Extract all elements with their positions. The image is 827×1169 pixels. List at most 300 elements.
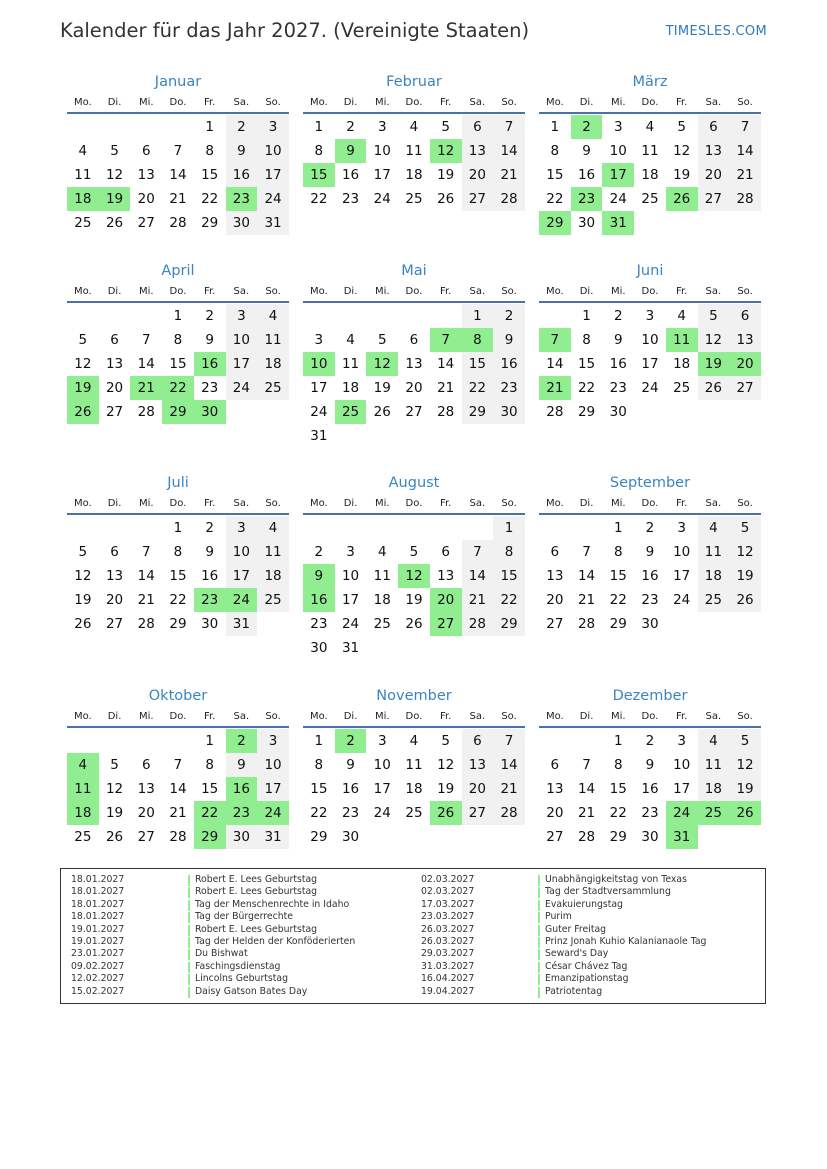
holiday-marker <box>538 949 540 960</box>
day-cell: 8 <box>613 757 623 773</box>
day-cell: 13 <box>462 753 494 777</box>
weekday-label: Fr. <box>439 286 452 297</box>
day-cell: 23 <box>641 592 659 608</box>
empty-day-cell <box>366 304 398 328</box>
holiday-date: 31.03.2027 <box>421 960 475 972</box>
weekday-label: Mo. <box>309 97 328 108</box>
day-cell: 5 <box>377 332 387 348</box>
day-grid <box>539 729 761 849</box>
holiday-day-cell: 31 <box>666 825 698 849</box>
day-cell: 2 <box>493 304 525 328</box>
day-cell: 3 <box>226 516 258 540</box>
day-cell: 20 <box>546 592 564 608</box>
day-cell: 5 <box>729 729 761 753</box>
day-cell: 30 <box>226 211 258 235</box>
empty-day-cell <box>130 304 162 328</box>
month-2 <box>303 72 525 211</box>
weekday-label: Fr. <box>675 498 688 509</box>
weekday-label: Do. <box>641 498 659 509</box>
day-cell: 10 <box>226 328 258 352</box>
weekday-label: Fr. <box>439 498 452 509</box>
day-cell: 11 <box>74 167 92 183</box>
holiday-day-cell: 16 <box>303 588 335 612</box>
day-cell: 9 <box>346 757 355 773</box>
day-cell: 15 <box>462 352 494 376</box>
day-cell: 17 <box>257 163 289 187</box>
weekday-label: Di. <box>343 286 358 297</box>
day-cell: 15 <box>169 356 187 372</box>
holiday-name: Unabhängigkeitstag von Texas <box>545 874 687 885</box>
day-cell: 8 <box>550 143 560 159</box>
holiday-day-cell: 2 <box>226 729 258 753</box>
day-cell: 22 <box>201 191 219 207</box>
weekday-label: Mi. <box>374 498 390 509</box>
day-cell: 30 <box>641 616 659 632</box>
month-name: August <box>388 475 440 491</box>
holiday-entry <box>71 961 411 974</box>
day-cell: 6 <box>110 332 119 348</box>
empty-day-cell <box>539 304 571 328</box>
day-cell: 25 <box>405 805 423 821</box>
holiday-day-cell: 18 <box>67 187 99 211</box>
day-cell: 6 <box>462 729 494 753</box>
holiday-entry <box>421 924 761 937</box>
holiday-date: 18.01.2027 <box>71 874 125 885</box>
day-cell: 10 <box>673 544 691 560</box>
day-cell: 27 <box>137 215 155 231</box>
month-name: September <box>609 475 691 491</box>
weekday-header <box>67 495 289 515</box>
day-cell: 26 <box>729 588 761 612</box>
day-cell: 21 <box>577 592 596 608</box>
day-cell: 27 <box>462 187 494 211</box>
day-cell: 6 <box>441 544 450 560</box>
weekday-label: Mi. <box>138 286 154 297</box>
day-cell: 26 <box>373 404 391 420</box>
holiday-date: 23.03.2027 <box>421 911 475 923</box>
holiday-day-cell: 29 <box>162 400 194 424</box>
day-cell: 4 <box>645 119 655 135</box>
day-cell: 15 <box>609 568 627 584</box>
day-cell: 29 <box>201 215 219 231</box>
day-cell: 19 <box>673 167 691 183</box>
day-cell: 10 <box>226 540 258 564</box>
day-cell: 1 <box>205 119 214 135</box>
day-cell: 5 <box>441 119 450 135</box>
month-name: Mai <box>401 263 427 279</box>
day-cell: 21 <box>729 163 761 187</box>
day-cell: 25 <box>74 829 92 845</box>
day-cell: 12 <box>698 328 730 352</box>
day-cell: 8 <box>205 757 214 773</box>
holiday-day-cell: 20 <box>430 588 462 612</box>
weekday-label: Fr. <box>675 286 688 297</box>
day-cell: 10 <box>257 753 289 777</box>
holiday-date: 29.03.2027 <box>421 948 475 960</box>
weekday-label: Sa. <box>469 498 486 509</box>
holiday-date: 17.03.2027 <box>421 898 475 910</box>
holiday-day-cell: 30 <box>194 400 226 424</box>
weekday-label: Mi. <box>610 498 626 509</box>
day-cell: 13 <box>546 781 564 797</box>
day-cell: 5 <box>441 733 450 749</box>
weekday-label: Mi. <box>138 498 154 509</box>
day-cell: 4 <box>677 308 686 324</box>
day-cell: 28 <box>462 612 494 636</box>
day-cell: 27 <box>546 616 564 632</box>
day-cell: 25 <box>641 191 659 207</box>
day-cell: 31 <box>341 640 360 656</box>
day-cell: 21 <box>493 777 525 801</box>
weekday-label: So. <box>265 498 281 509</box>
weekday-label: Fr. <box>675 711 688 722</box>
month-name: Januar <box>154 74 202 90</box>
weekday-header <box>303 708 525 728</box>
day-cell: 17 <box>226 352 258 376</box>
weekday-label: Sa. <box>705 498 722 509</box>
holiday-date: 16.04.2027 <box>421 973 475 985</box>
day-cell: 8 <box>493 540 525 564</box>
weekday-header <box>539 283 761 303</box>
day-cell: 14 <box>493 753 525 777</box>
holiday-name: Evakuierungstag <box>545 898 623 910</box>
empty-day-cell <box>99 115 131 139</box>
day-cell: 11 <box>698 540 730 564</box>
weekday-label: So. <box>265 286 281 297</box>
day-cell: 13 <box>137 781 155 797</box>
day-cell: 7 <box>493 729 525 753</box>
day-cell: 11 <box>257 540 289 564</box>
month-name: Oktober <box>148 688 208 704</box>
holiday-day-cell: 19 <box>698 352 730 376</box>
day-cell: 24 <box>226 376 258 400</box>
holiday-day-cell: 19 <box>67 376 99 400</box>
month-5 <box>303 261 525 448</box>
day-cell: 11 <box>373 568 391 584</box>
weekday-label: Di. <box>343 498 358 509</box>
day-grid <box>303 304 525 448</box>
day-cell: 25 <box>673 380 691 396</box>
holiday-entry <box>71 986 411 999</box>
day-cell: 28 <box>577 829 596 845</box>
weekday-label: Mo. <box>73 498 92 509</box>
day-cell: 7 <box>141 332 151 348</box>
day-cell: 23 <box>641 805 659 821</box>
holiday-day-cell: 26 <box>67 400 99 424</box>
holiday-day-cell: 9 <box>303 564 335 588</box>
day-cell: 6 <box>141 757 151 773</box>
day-cell: 22 <box>310 191 328 207</box>
day-cell: 18 <box>373 592 391 608</box>
month-name: Juli <box>167 475 189 491</box>
day-cell: 20 <box>462 777 494 801</box>
holiday-date: 12.02.2027 <box>71 973 125 985</box>
weekday-label: Fr. <box>203 97 216 108</box>
month-7 <box>67 473 289 636</box>
month-12 <box>539 686 761 849</box>
day-cell: 3 <box>257 115 289 139</box>
day-cell: 9 <box>226 139 258 163</box>
day-cell: 18 <box>698 564 730 588</box>
holiday-entry <box>421 899 761 912</box>
day-cell: 11 <box>257 328 289 352</box>
empty-day-cell <box>67 516 99 540</box>
weekday-label: So. <box>501 97 517 108</box>
weekday-label: Do. <box>169 711 187 722</box>
holiday-marker <box>188 949 190 960</box>
holiday-entry <box>421 874 761 887</box>
day-cell: 29 <box>462 400 494 424</box>
day-cell: 26 <box>74 616 92 632</box>
day-cell: 21 <box>462 588 494 612</box>
day-cell: 1 <box>462 304 494 328</box>
holiday-entry <box>421 986 761 999</box>
holiday-name: Robert E. Lees Geburtstag <box>195 923 318 935</box>
empty-day-cell <box>571 729 603 753</box>
holiday-date: 15.02.2027 <box>71 985 125 997</box>
day-cell: 19 <box>74 592 92 608</box>
day-cell: 6 <box>141 143 151 159</box>
day-cell: 28 <box>137 616 155 632</box>
day-cell: 8 <box>173 332 183 348</box>
holiday-day-cell: 23 <box>194 588 226 612</box>
month-name: März <box>632 74 668 90</box>
day-cell: 5 <box>110 143 119 159</box>
day-cell: 6 <box>110 544 119 560</box>
day-cell: 4 <box>78 143 88 159</box>
holiday-legend <box>60 868 766 1004</box>
weekday-label: Di. <box>107 97 122 108</box>
day-cell: 24 <box>257 187 289 211</box>
day-cell: 21 <box>169 805 187 821</box>
weekday-label: Do. <box>169 286 187 297</box>
day-cell: 28 <box>729 187 761 211</box>
day-cell: 16 <box>341 167 360 183</box>
holiday-day-cell: 25 <box>698 801 730 825</box>
weekday-header <box>539 495 761 515</box>
weekday-label: Fr. <box>203 711 216 722</box>
day-grid <box>67 516 289 636</box>
day-cell: 24 <box>310 404 328 420</box>
empty-day-cell <box>571 516 603 540</box>
day-cell: 29 <box>577 404 596 420</box>
day-grid <box>539 304 761 424</box>
empty-day-cell <box>539 516 571 540</box>
day-cell: 1 <box>550 119 560 135</box>
day-cell: 14 <box>729 139 761 163</box>
holiday-marker <box>188 962 190 973</box>
weekday-label: So. <box>737 498 753 509</box>
day-cell: 28 <box>169 215 187 231</box>
weekday-label: Di. <box>579 97 594 108</box>
day-cell: 14 <box>169 781 187 797</box>
day-cell: 4 <box>409 119 419 135</box>
day-cell: 9 <box>205 332 214 348</box>
day-cell: 3 <box>677 733 686 749</box>
month-1 <box>67 72 289 235</box>
day-cell: 12 <box>105 167 124 183</box>
day-cell: 8 <box>314 757 324 773</box>
holiday-day-cell: 20 <box>729 352 761 376</box>
day-cell: 29 <box>609 616 627 632</box>
day-cell: 25 <box>74 215 92 231</box>
holiday-date: 18.01.2027 <box>71 886 125 898</box>
day-cell: 22 <box>462 376 494 400</box>
weekday-label: Mo. <box>545 498 564 509</box>
day-cell: 17 <box>373 781 391 797</box>
weekday-label: Mo. <box>73 286 92 297</box>
month-name: Februar <box>386 74 442 90</box>
day-cell: 13 <box>105 568 124 584</box>
empty-day-cell <box>130 516 162 540</box>
month-11 <box>303 686 525 849</box>
day-cell: 3 <box>346 544 355 560</box>
day-cell: 2 <box>613 308 623 324</box>
holiday-day-cell: 26 <box>666 187 698 211</box>
day-cell: 7 <box>582 544 591 560</box>
day-cell: 2 <box>205 520 214 536</box>
day-cell: 21 <box>137 592 155 608</box>
weekday-label: Sa. <box>469 97 486 108</box>
day-cell: 29 <box>609 829 627 845</box>
day-cell: 13 <box>729 328 761 352</box>
empty-day-cell <box>398 516 430 540</box>
page-title: Kalender für das Jahr 2027. (Vereinigte Staaten) <box>60 19 530 42</box>
day-cell: 21 <box>493 163 525 187</box>
day-cell: 6 <box>550 757 560 773</box>
weekday-header <box>303 283 525 303</box>
holiday-marker <box>538 974 540 985</box>
day-cell: 20 <box>105 380 124 396</box>
day-cell: 20 <box>137 805 155 821</box>
holiday-name: Tag der Menschenrechte in Idaho <box>195 898 350 910</box>
day-cell: 26 <box>105 215 124 231</box>
day-cell: 15 <box>577 356 596 372</box>
day-cell: 23 <box>341 191 360 207</box>
empty-day-cell <box>99 304 131 328</box>
empty-day-cell <box>130 729 162 753</box>
day-cell: 31 <box>226 612 258 636</box>
day-cell: 21 <box>437 380 455 396</box>
day-cell: 20 <box>462 163 494 187</box>
weekday-label: Do. <box>405 286 423 297</box>
day-cell: 8 <box>173 544 183 560</box>
day-grid <box>303 516 525 660</box>
day-cell: 2 <box>205 308 214 324</box>
day-cell: 13 <box>137 167 155 183</box>
day-cell: 7 <box>173 143 183 159</box>
day-cell: 15 <box>493 564 525 588</box>
day-cell: 21 <box>169 191 187 207</box>
holiday-day-cell: 24 <box>257 801 289 825</box>
day-cell: 18 <box>641 167 659 183</box>
holiday-day-cell: 26 <box>729 801 761 825</box>
holiday-entry <box>71 899 411 912</box>
weekday-label: Sa. <box>233 498 250 509</box>
day-cell: 17 <box>373 167 391 183</box>
holiday-day-cell: 21 <box>130 376 162 400</box>
weekday-label: Mi. <box>374 286 390 297</box>
holiday-name: Guter Freitag <box>545 923 607 935</box>
weekday-header <box>539 708 761 728</box>
day-cell: 11 <box>341 356 360 372</box>
day-cell: 4 <box>257 516 289 540</box>
day-cell: 17 <box>257 777 289 801</box>
day-cell: 5 <box>698 304 730 328</box>
day-cell: 24 <box>641 380 659 396</box>
day-cell: 18 <box>405 781 423 797</box>
day-cell: 31 <box>310 428 328 444</box>
holiday-day-cell: 17 <box>602 163 634 187</box>
day-cell: 17 <box>226 564 258 588</box>
day-cell: 19 <box>437 781 455 797</box>
day-cell: 2 <box>645 733 655 749</box>
weekday-label: Mi. <box>374 711 390 722</box>
day-cell: 3 <box>377 733 387 749</box>
day-cell: 27 <box>698 187 730 211</box>
holiday-name: Prinz Jonah Kuhio Kalanianaole Tag <box>545 936 707 947</box>
empty-day-cell <box>366 516 398 540</box>
day-cell: 26 <box>698 376 730 400</box>
day-cell: 22 <box>310 805 328 821</box>
day-cell: 1 <box>613 733 623 749</box>
holiday-name: Robert E. Lees Geburtstag <box>195 886 318 898</box>
weekday-label: So. <box>737 286 753 297</box>
holiday-day-cell: 4 <box>67 753 99 777</box>
holiday-name: Tag der Bürgerrechte <box>195 911 294 923</box>
day-cell: 24 <box>341 616 360 632</box>
day-cell: 24 <box>673 592 691 608</box>
day-cell: 25 <box>698 588 730 612</box>
day-cell: 18 <box>257 352 289 376</box>
holiday-day-cell: 11 <box>666 328 698 352</box>
day-cell: 23 <box>609 380 627 396</box>
weekday-label: Sa. <box>705 97 722 108</box>
brand-logo-text[interactable]: TIMESLES.COM <box>665 24 767 39</box>
holiday-marker <box>538 937 540 948</box>
day-cell: 26 <box>405 616 423 632</box>
day-cell: 16 <box>201 568 219 584</box>
day-cell: 13 <box>437 568 455 584</box>
day-cell: 1 <box>582 308 591 324</box>
day-cell: 5 <box>78 544 88 560</box>
holiday-entry <box>421 948 761 961</box>
day-cell: 27 <box>462 801 494 825</box>
day-cell: 23 <box>341 805 360 821</box>
weekday-label: So. <box>265 711 281 722</box>
day-cell: 19 <box>437 167 455 183</box>
day-cell: 6 <box>729 304 761 328</box>
holiday-name: Du Bishwat <box>195 948 248 960</box>
holiday-day-cell: 7 <box>539 328 571 352</box>
day-cell: 20 <box>137 191 155 207</box>
day-cell: 26 <box>437 191 455 207</box>
empty-day-cell <box>303 516 335 540</box>
holiday-date: 26.03.2027 <box>421 936 475 947</box>
day-cell: 10 <box>373 757 391 773</box>
holiday-date: 19.01.2027 <box>71 936 125 947</box>
day-grid <box>67 115 289 235</box>
day-cell: 29 <box>310 829 328 845</box>
weekday-label: Mo. <box>545 286 564 297</box>
day-cell: 11 <box>641 143 659 159</box>
holiday-marker <box>538 887 540 898</box>
day-cell: 7 <box>729 115 761 139</box>
day-cell: 10 <box>341 568 360 584</box>
holiday-marker <box>188 925 190 936</box>
weekday-label: Fr. <box>439 97 452 108</box>
weekday-label: Sa. <box>233 97 250 108</box>
